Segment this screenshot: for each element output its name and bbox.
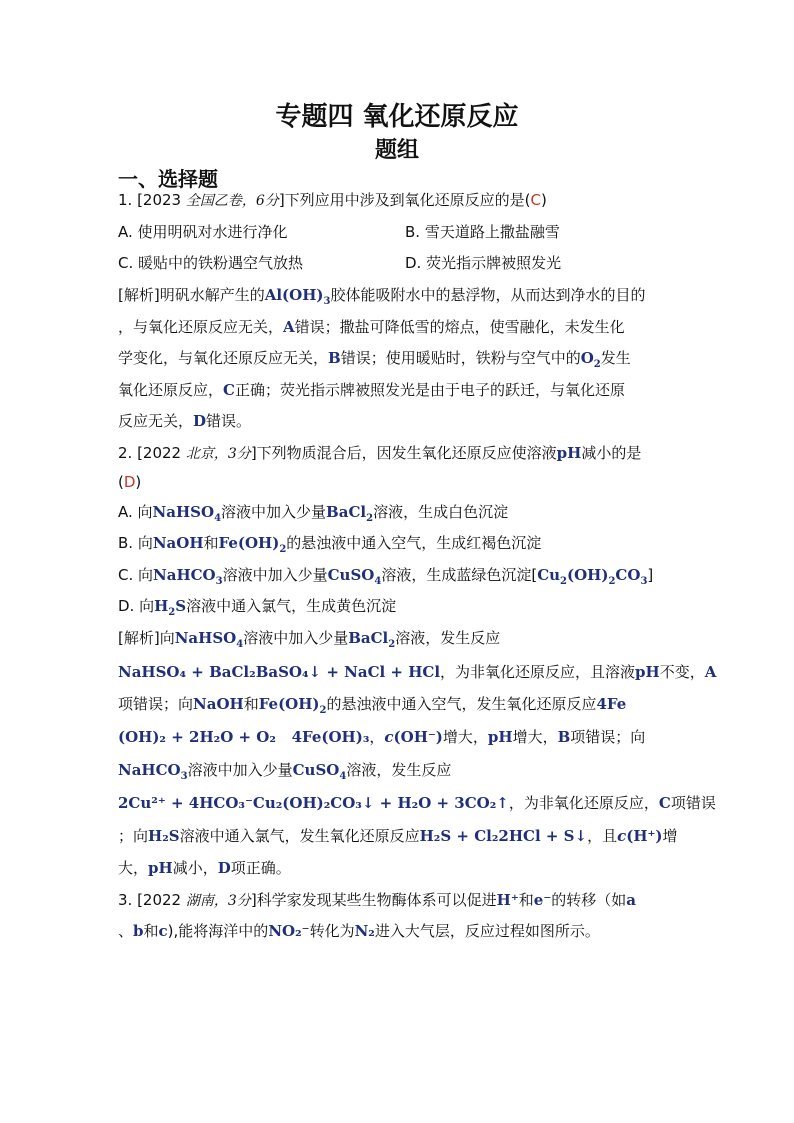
chem-equation: 2Cu²⁺ + 4HCO₃⁻Cu₂(OH)₂CO₃↓ + H₂O + 3CO₂↑ (118, 794, 509, 812)
question-2-analysis-line: 2Cu²⁺ + 4HCO₃⁻Cu₂(OH)₂CO₃↓ + H₂O + 3CO₂↑，为非氧化还原反应，C项错误 (118, 794, 716, 812)
chem-equation: (OH)₂ + 2H₂O + O₂ 4Fe(OH)₃ (118, 728, 370, 746)
question-2-answer: D (123, 473, 136, 491)
question-2-analysis-line: NaHSO₄ + BaCl₂BaSO₄↓ + NaCl + HCl，为非氧化还原反应，且溶液pH不变，A (118, 663, 717, 681)
chem-equation: H₂S + Cl₂2HCl + S↓ (419, 827, 588, 845)
question-3-stem-line-2: 、b和c),能将海洋中的NO₂⁻转化为N₂进入大气层，反应过程如图所示。 (118, 922, 600, 940)
question-1-option-d: D. 荧光指示牌被照发光 (405, 254, 562, 272)
question-1-option-b: B. 雪天道路上撒盐融雪 (405, 223, 560, 241)
question-2-analysis-line: 大，pH减小，D项正确。 (118, 859, 291, 877)
question-2-option-a: A. 向NaHSO$_4$溶液中加入少量BaCl$_2$溶液，生成白色沉淀 (118, 503, 509, 524)
question-1-stem: 1. [2023 全国乙卷，6分]下列应用中涉及到氧化还原反应的是(C) (118, 191, 547, 209)
section-heading: 一、选择题 (118, 167, 218, 191)
question-1-analysis-line: [解析]明矾水解产生的$Al(OH)_3$胶体能吸附水中的悬浮物，从而达到净水的目的 (118, 286, 646, 307)
question-2-analysis-line: NaHCO$_3$溶液中加入少量CuSO$_4$溶液，发生反应 (118, 761, 452, 782)
question-1-option-c: C. 暖贴中的铁粉遇空气放热 (118, 254, 304, 272)
question-1-analysis-line: 氧化还原反应，C正确；荧光指示牌被照发光是由于电子的跃迁，与氧化还原 (118, 381, 625, 399)
question-2-option-d: D. 向$H_2S$溶液中通入氯气，生成黄色沉淀 (118, 597, 397, 618)
question-1-analysis-line: ，与氧化还原反应无关，A错误；撒盐可降低雪的熔点，使雪融化，未发生化 (118, 318, 625, 336)
question-1-answer: C (530, 191, 542, 209)
question-2-analysis-line: (OH)₂ + 2H₂O + O₂ 4Fe(OH)₃，c(OH⁻)增大，pH增大，B项错误；向 (118, 728, 646, 746)
question-1-analysis-line: 反应无关，D错误。 (118, 412, 252, 430)
question-1-option-a: A. 使用明矾对水进行净化 (118, 223, 288, 241)
question-2-option-b: B. 向NaOH和$Fe(OH)_2$的悬浊液中通入空气，生成红褐色沉淀 (118, 534, 542, 555)
question-2-answer-line: (D) (118, 473, 142, 491)
question-2-option-c: C. 向NaHCO$_3$溶液中加入少量CuSO$_4$溶液，生成蓝绿色沉淀$[Cu_2(OH)_2CO_3]$ (118, 566, 654, 587)
chem-equation: NaHSO₄ + BaCl₂BaSO₄↓ + NaCl + HCl (118, 663, 441, 681)
question-3-stem: 3. [2022 湖南，3分]科学家发现某些生物酶体系可以促进H⁺和e⁻的转移（如a (118, 891, 636, 909)
question-1-analysis-line: 学变化，与氧化还原反应无关，B错误；使用暖贴时，铁粉与空气中的$O_2$发生 (118, 349, 631, 370)
question-2-analysis-line: 项错误；向NaOH和$Fe(OH)_2$的悬浊液中通入空气，发生氧化还原反应4Fe (118, 695, 627, 716)
question-2-stem: 2. [2022 北京，3分]下列物质混合后，因发生氧化还原反应使溶液pH减小的是 (118, 444, 642, 462)
question-2-analysis-line: ；向H₂S溶液中通入氯气，发生氧化还原反应H₂S + Cl₂2HCl + S↓，且c(H⁺)增 (118, 827, 678, 845)
question-2-analysis-line: [解析]向NaHSO$_4$溶液中加入少量BaCl$_2$溶液，发生反应 (118, 629, 501, 650)
page-title: 专题四 氧化还原反应 (275, 102, 519, 132)
page-subtitle: 题组 (374, 138, 419, 163)
